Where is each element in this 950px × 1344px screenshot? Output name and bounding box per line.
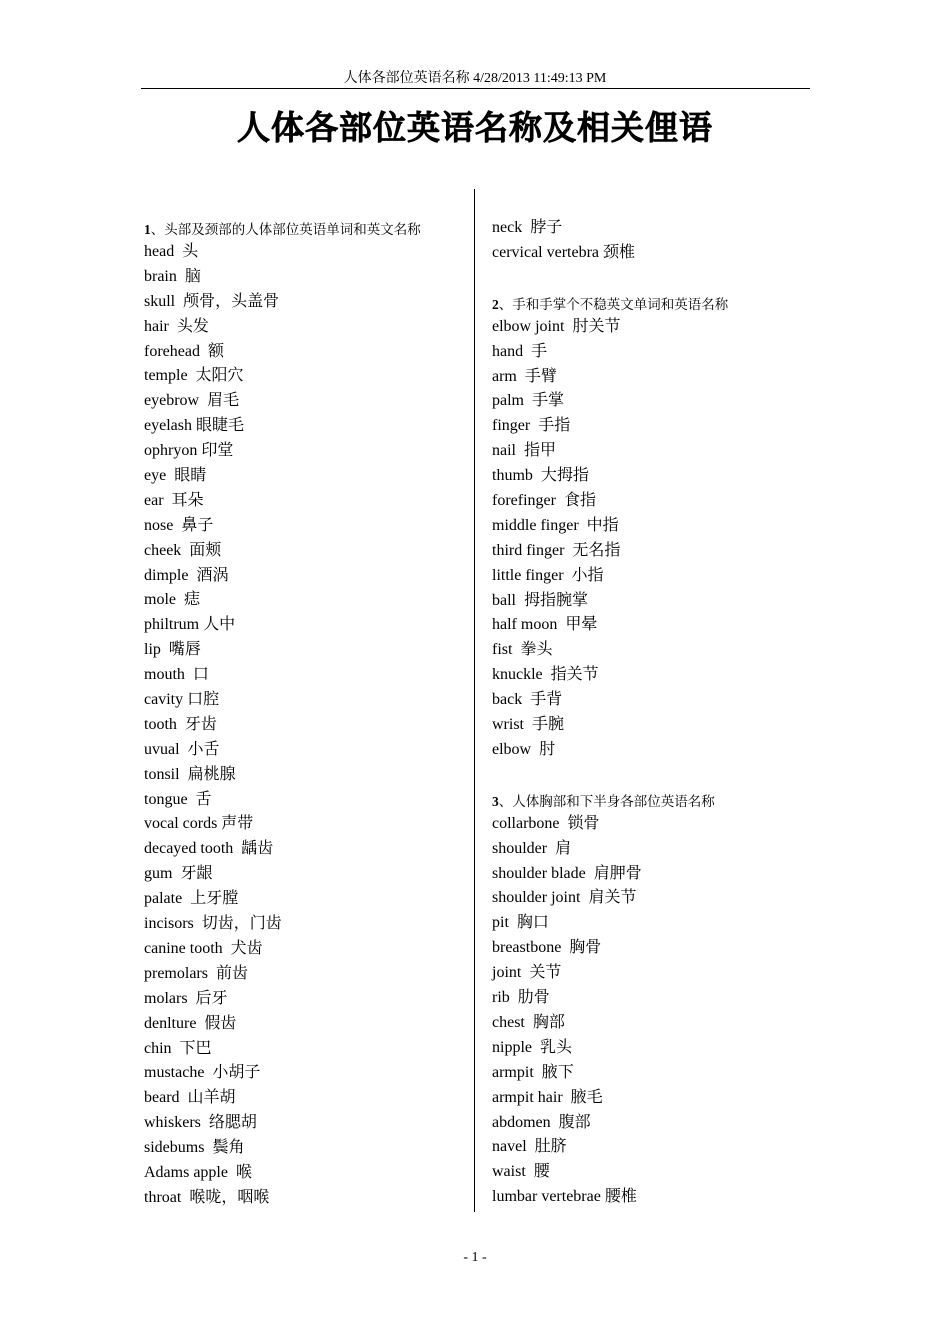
term-entry: eyelash 眼睫毛 <box>144 417 244 435</box>
term-entry: knuckle 指关节 <box>492 666 599 684</box>
term-entry: vocal cords 声带 <box>144 815 254 833</box>
section-heading-text: 、头部及颈部的人体部位英语单词和英文名称 <box>150 222 421 237</box>
term-entry: third finger 无名指 <box>492 541 621 559</box>
term-entry: lip 嘴唇 <box>144 641 201 659</box>
term-entry: decayed tooth 龋齿 <box>144 840 274 858</box>
term-entry: palate 上牙膛 <box>144 890 239 908</box>
term-entry: mustache 小胡子 <box>144 1064 261 1082</box>
document-title: 人体各部位英语名称及相关俚语 <box>237 108 713 147</box>
term-entry: palm 手掌 <box>492 392 564 410</box>
term-entry: skull 颅骨，头盖骨 <box>144 292 280 310</box>
term-entry: philtrum 人中 <box>144 616 236 634</box>
term-entry: canine tooth 犬齿 <box>144 939 263 957</box>
term-entry: denlture 假齿 <box>144 1014 237 1032</box>
term-entry: pit 胸口 <box>492 914 549 932</box>
term-entry: forefinger 食指 <box>492 492 596 510</box>
term-entry: breastbone 胸骨 <box>492 939 602 957</box>
term-entry: shoulder 肩 <box>492 839 572 857</box>
term-entry: abdomen 腹部 <box>492 1113 591 1131</box>
term-entry: molars 后牙 <box>144 989 228 1007</box>
term-entry: tonsil 扁桃腺 <box>144 765 236 783</box>
term-entry: hand 手 <box>492 342 548 360</box>
term-entry: eye 眼睛 <box>144 467 207 485</box>
term-entry: throat 喉咙，咽喉 <box>144 1188 270 1206</box>
term-entry: sidebums 鬓角 <box>144 1139 245 1157</box>
term-list-head-neck <box>144 240 469 1211</box>
term-entry: cavity 口腔 <box>144 691 220 709</box>
term-entry: back 手背 <box>492 691 563 709</box>
header-rule <box>141 88 810 89</box>
term-entry: rib 肋骨 <box>492 989 550 1007</box>
term-entry: armpit 腋下 <box>492 1063 574 1081</box>
term-entry: little finger 小指 <box>492 566 604 584</box>
term-entry: ear 耳朵 <box>144 491 204 509</box>
term-entry: wrist 手腕 <box>492 716 565 734</box>
term-entry: mouth 口 <box>144 666 209 684</box>
term-entry: nipple 乳头 <box>492 1038 572 1056</box>
section-heading-text: 、人体胸部和下半身各部位英语名称 <box>498 793 715 809</box>
section-gap <box>492 763 812 788</box>
term-entry: arm 手臂 <box>492 367 557 385</box>
term-entry: nail 指甲 <box>492 442 556 460</box>
term-entry: Adams apple 喉 <box>144 1163 252 1181</box>
term-entry: mole 痣 <box>144 591 200 609</box>
section-number: 1 <box>144 222 151 237</box>
term-entry: elbow 肘 <box>492 740 556 758</box>
section-heading-hand <box>492 291 812 315</box>
term-entry: shoulder joint 肩关节 <box>492 889 637 907</box>
term-entry: armpit hair 腋毛 <box>492 1088 603 1106</box>
section-heading-text: 、手和手掌个不稳英文单词和英语名称 <box>498 296 729 312</box>
section-heading-chest-lower-body <box>492 788 812 812</box>
term-entry: whiskers 络腮胡 <box>144 1114 257 1132</box>
term-entry: nose 鼻子 <box>144 516 214 534</box>
term-entry: neck 脖子 <box>492 219 563 236</box>
term-entry: elbow joint 肘关节 <box>492 317 621 335</box>
term-entry: half moon 甲晕 <box>492 616 598 634</box>
term-entry: fist 拳头 <box>492 641 553 659</box>
right-column <box>492 216 812 1210</box>
term-list-neck-continued <box>492 216 812 266</box>
term-entry: premolars 前齿 <box>144 964 248 982</box>
term-entry: incisors 切齿，门齿 <box>144 915 282 933</box>
term-entry: middle finger 中指 <box>492 516 619 534</box>
term-entry: gum 牙龈 <box>144 865 213 883</box>
term-entry: beard 山羊胡 <box>144 1089 236 1107</box>
term-entry: chin 下巴 <box>144 1039 212 1057</box>
column-divider <box>474 189 475 1212</box>
term-entry: joint 关节 <box>492 964 562 982</box>
page-number: - 1 - <box>463 1250 487 1265</box>
term-entry: ball 拇指腕掌 <box>492 591 588 609</box>
term-entry: head 头 <box>144 243 199 260</box>
term-list-chest-lower-body <box>492 812 812 1210</box>
term-entry: tooth 牙齿 <box>144 715 217 733</box>
term-entry: lumbar vertebrae 腰椎 <box>492 1188 637 1206</box>
term-entry: navel 肚脐 <box>492 1138 567 1156</box>
term-entry: cervical vertebra 颈椎 <box>492 243 636 261</box>
term-entry: ophryon 印堂 <box>144 442 234 460</box>
term-entry: hair 头发 <box>144 317 209 335</box>
term-entry: brain 脑 <box>144 267 201 285</box>
term-entry: cheek 面颊 <box>144 541 222 559</box>
term-entry: forehead 额 <box>144 342 224 360</box>
page-header: 人体各部位英语名称 4/28/2013 11:49:13 PM <box>343 71 607 86</box>
left-column <box>144 216 469 1211</box>
term-entry: chest 胸部 <box>492 1013 565 1031</box>
term-entry: collarbone 锁骨 <box>492 814 600 832</box>
term-entry: uvual 小舌 <box>144 740 220 758</box>
term-entry: eyebrow 眉毛 <box>144 392 240 410</box>
term-entry: tongue 舌 <box>144 790 212 808</box>
term-entry: thumb 大拇指 <box>492 467 589 485</box>
term-entry: temple 太阳穴 <box>144 367 244 385</box>
term-entry: waist 腰 <box>492 1163 550 1181</box>
term-entry: dimple 酒涡 <box>144 566 229 584</box>
term-list-hand <box>492 315 812 763</box>
term-entry: shoulder blade 肩胛骨 <box>492 864 642 882</box>
term-entry: finger 手指 <box>492 417 571 435</box>
section-heading-head-neck <box>144 216 469 240</box>
section-gap <box>492 266 812 291</box>
section-number: 2 <box>492 296 499 312</box>
section-number: 3 <box>492 793 499 809</box>
